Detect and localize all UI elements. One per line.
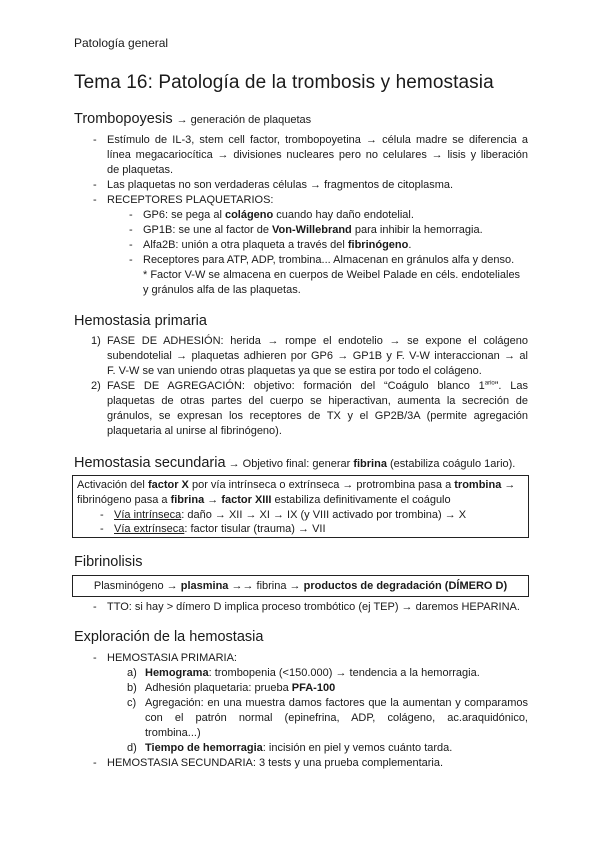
- text-run: Adhesión plaquetaria: prueba: [145, 682, 292, 694]
- text-run: →: [204, 494, 222, 506]
- receptor-item: [143, 253, 529, 298]
- text-run: estabiliza definitivamente el coágulo: [271, 494, 451, 506]
- text-line: plaquetas de otras partes del cuerpo se hiperactivan, aumenta la secreción de: [107, 395, 528, 407]
- list-item: [145, 741, 452, 756]
- text-line: y gránulos alfa de las plaquetas.: [143, 284, 301, 296]
- bold-term: factor XIII: [221, 494, 272, 506]
- text-run: : factor tisular (trauma) → VII: [184, 523, 326, 535]
- section-subtitle: [226, 458, 516, 470]
- receptor-item: [143, 223, 483, 238]
- section-subtitle: → generación de plaquetas: [176, 114, 312, 126]
- bullet-dash: -: [93, 179, 97, 191]
- list-number: 2): [91, 380, 101, 392]
- bold-term: PFA-100: [291, 682, 336, 694]
- list-item: [107, 334, 528, 379]
- list-letter: c): [127, 697, 137, 709]
- text-run: →→ fibrina →: [228, 580, 304, 592]
- text-run: ”. Las: [494, 380, 528, 392]
- page-title: Tema 16: Patología de la trombosis y hemostasia: [74, 72, 494, 93]
- box-line: [77, 478, 515, 493]
- text-run: cuando hay daño endotelial.: [273, 209, 414, 221]
- list-item: [145, 696, 528, 741]
- text-line: con el patrón normal (epinefrina, ADP, colágeno, ac.araquidónico,: [145, 712, 528, 724]
- section-heading-hemostasia-primaria: Hemostasia primaria: [74, 313, 207, 329]
- list-letter: d): [127, 742, 137, 754]
- text-run: : trombopenia (<150.000) → tendencia a la hemorragia.: [208, 667, 480, 679]
- text-line: Estímulo de IL-3, stem cell factor, trombopoyetina → célula madre se diferencia a: [107, 134, 528, 146]
- bullet-dash: -: [129, 239, 133, 251]
- text-run: Activación del: [77, 479, 148, 491]
- bold-term: trombina: [454, 479, 502, 491]
- section-heading-trombopoyesis: [74, 111, 311, 127]
- underlined-term: Vía extrínseca: [114, 523, 185, 535]
- text-line: de plaquetas.: [107, 164, 174, 176]
- section-heading-exploracion: Exploración de la hemostasia: [74, 629, 264, 645]
- list-item: HEMOSTASIA SECUNDARIA: 3 tests y una prueba complementaria.: [107, 757, 444, 769]
- text-run: Plasminógeno →: [93, 580, 181, 592]
- bold-term: fibrina: [353, 458, 387, 470]
- list-item: RECEPTORES PLAQUETARIOS:: [107, 194, 274, 206]
- list-item: [145, 666, 480, 681]
- bullet-dash: -: [129, 254, 133, 266]
- text-run: : daño → XII → XI → IX (y VIII activado por trombina) → X: [181, 509, 467, 521]
- bullet-dash: -: [93, 757, 97, 769]
- text-line: línea megacariocítica → divisiones nucleares pero no celulares → lisis y liberación: [107, 149, 528, 161]
- bullet-dash: -: [129, 224, 133, 236]
- list-item: TTO: si hay > dímero D implica proceso trombótico (ej TEP) → daremos HEPARINA.: [107, 601, 520, 613]
- list-item: [145, 681, 335, 696]
- text-run: →: [501, 479, 516, 491]
- bold-term: Von-Willebrand: [272, 224, 352, 236]
- text-line: subendotelial → plaquetas adhieren por GP6 → GP1B y F. V-W interaccionan → al: [107, 350, 528, 362]
- section-heading-fibrinolisis: Fibrinolisis: [74, 554, 143, 570]
- text-run: GP6: se pega al: [143, 209, 225, 221]
- text-run: fibrinógeno pasa a: [77, 494, 171, 506]
- page-header: Patología general: [74, 36, 169, 50]
- list-item: [107, 379, 528, 439]
- bold-term: productos de degradación (DÍMERO D): [303, 580, 508, 592]
- text-line: Agregación: en una muestra damos factores que la aumentan y comparamos: [145, 697, 528, 709]
- text-line: plaquetaria al unirse al fibrinógeno).: [107, 425, 282, 437]
- text-line: * Factor V-W se almacena en cuerpos de Weibel Palade en céls. endoteliales: [143, 269, 521, 281]
- list-number: 1): [91, 335, 101, 347]
- bold-term: colágeno: [224, 209, 274, 221]
- bold-term: Tiempo de hemorragia: [145, 742, 263, 754]
- bullet-dash: -: [93, 601, 97, 613]
- text-run: (estabiliza coágulo 1ario).: [386, 458, 516, 470]
- bullet-dash: -: [93, 134, 97, 146]
- bold-term: fibrina: [170, 494, 205, 506]
- text-line: FASE DE ADHESIÓN: herida → rompe el endotelio → se expone el colágeno: [107, 335, 528, 347]
- bold-term: Hemograma: [145, 667, 209, 679]
- text-run: Alfa2B: unión a otra plaqueta a través del: [143, 239, 348, 251]
- via-extrinseca: [114, 522, 326, 537]
- text-run: → Objetivo final: generar: [228, 458, 354, 470]
- box-line: [77, 493, 451, 508]
- section-heading-text: Trombopoyesis: [74, 111, 173, 127]
- text-line: [107, 379, 528, 394]
- bullet-dash: -: [93, 194, 97, 206]
- text-run: por vía intrínseca o extrínseca → protrombina pasa a: [188, 479, 455, 491]
- text-line: trombina...): [145, 727, 201, 739]
- text-run: : incisión en piel y vemos cuánto tarda.: [262, 742, 453, 754]
- text-line: F. V-W se van uniendo otras plaquetas ya que se estira por todo el colágeno.: [107, 365, 482, 377]
- bullet-dash: -: [129, 209, 133, 221]
- underlined-term: Vía intrínseca: [114, 509, 182, 521]
- list-item: Las plaquetas no son verdaderas células → fragmentos de citoplasma.: [107, 179, 454, 191]
- section-heading-hemostasia-secundaria: [74, 455, 515, 471]
- bold-term: fibrinógeno: [347, 239, 409, 251]
- list-letter: a): [127, 667, 137, 679]
- section-heading-text: Hemostasia secundaria: [74, 455, 226, 471]
- list-item: [107, 133, 528, 178]
- text-run: para inhibir la hemorragia.: [351, 224, 483, 236]
- text-line: gránulos, se expresan los receptores de TX y el GP2B/3A (permite agregación: [107, 410, 528, 422]
- bold-term: plasmina: [180, 580, 229, 592]
- bullet-dash: -: [93, 652, 97, 664]
- text-run: GP1B: se une al factor de: [143, 224, 273, 236]
- bullet-dash: -: [100, 509, 104, 521]
- superscript: ario: [484, 380, 495, 387]
- text-line: Receptores para ATP, ADP, trombina... Almacenan en gránulos alfa y denso.: [143, 254, 515, 266]
- box-line: [72, 579, 529, 594]
- text-run: FASE DE AGREGACIÓN: objetivo: formación del “Coágulo blanco 1: [107, 380, 485, 392]
- receptor-item: [143, 208, 414, 223]
- list-item: HEMOSTASIA PRIMARIA:: [107, 652, 237, 664]
- text-run: .: [408, 239, 412, 251]
- receptor-item: [143, 238, 411, 253]
- bold-term: factor X: [147, 479, 189, 491]
- via-intrinseca: [114, 508, 466, 523]
- bullet-dash: -: [100, 523, 104, 535]
- list-letter: b): [127, 682, 137, 694]
